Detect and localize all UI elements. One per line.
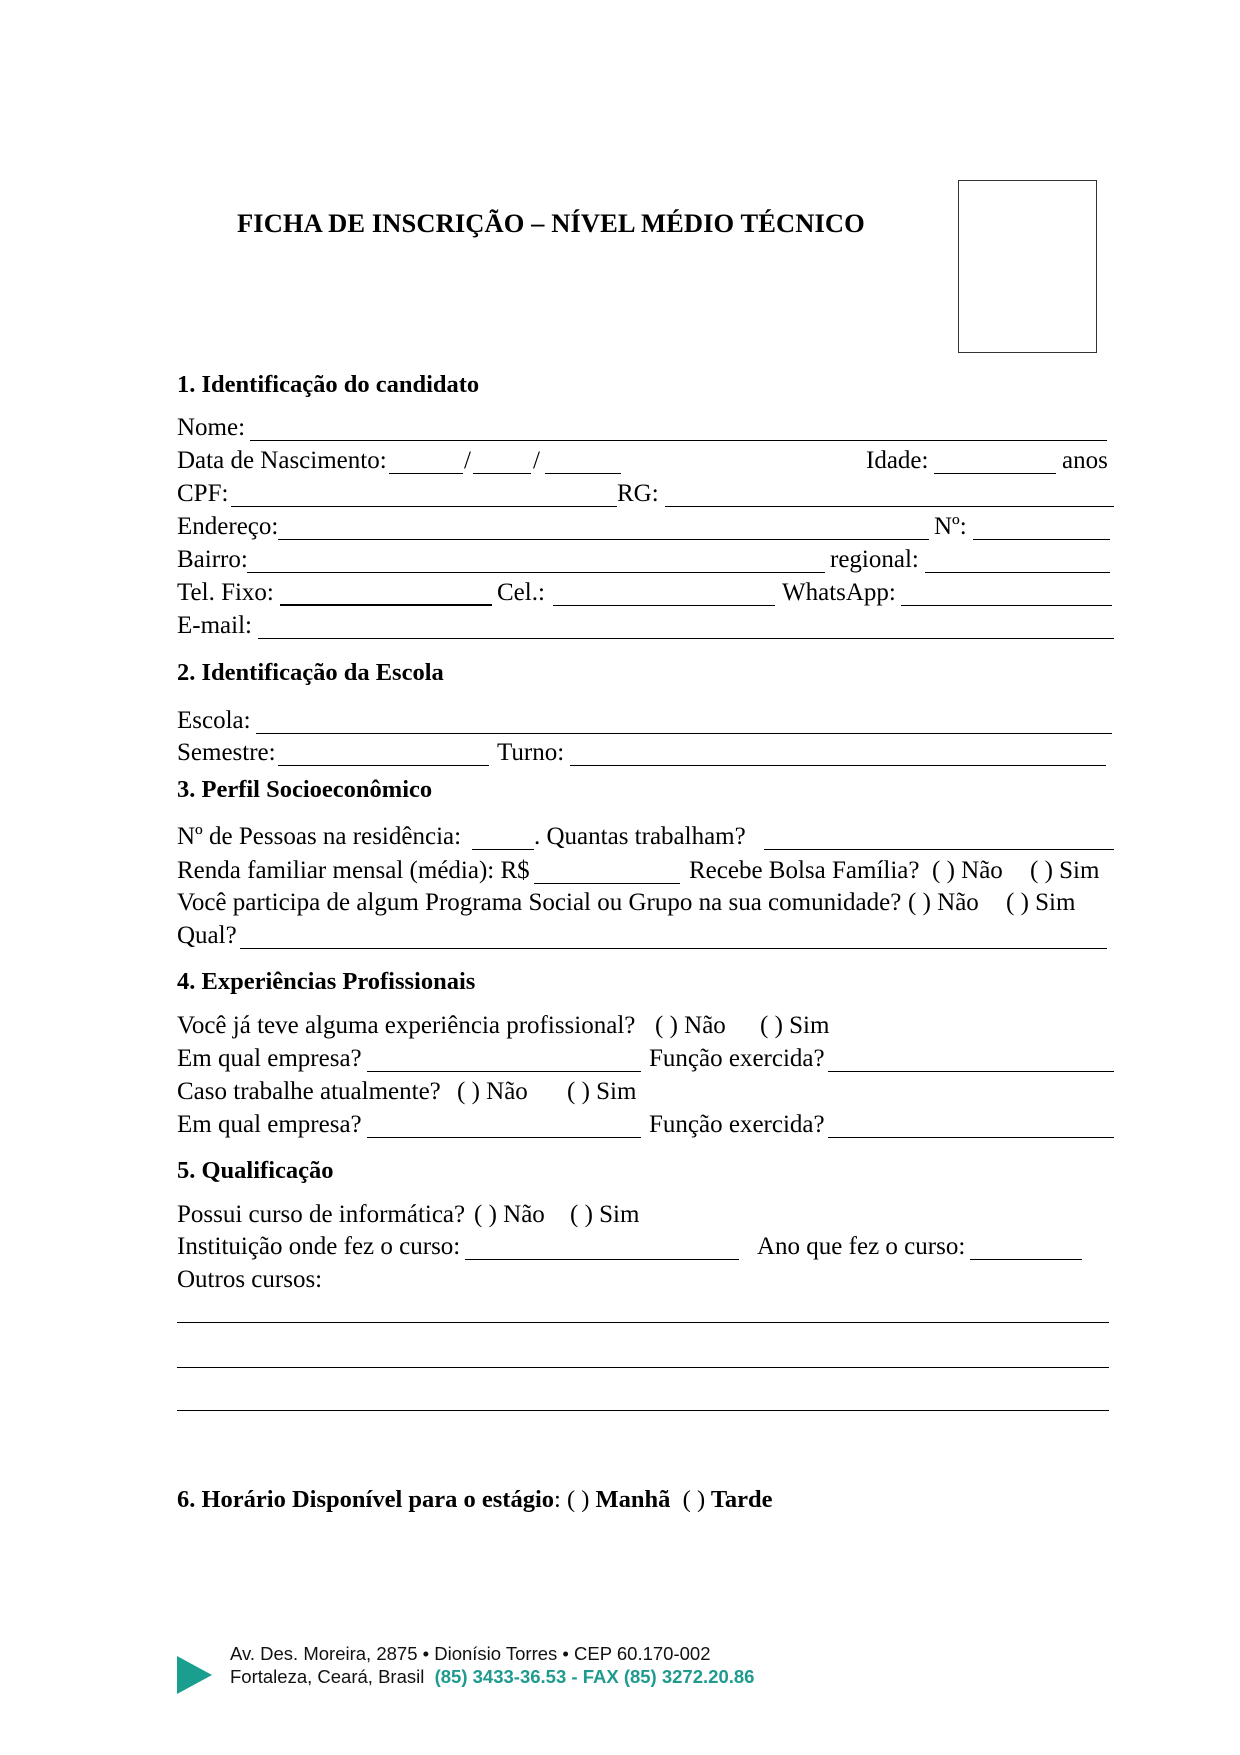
turno-label: Turno: [497,739,565,766]
photo-placeholder-box [958,180,1097,353]
informatica-row [177,1200,1122,1230]
caso-trabalhe-row [177,1077,1122,1107]
informatica-label: Possui curso de informática? [177,1201,466,1228]
quantas-label: . Quantas trabalham? [534,823,746,850]
endereco-row [177,512,1122,542]
email-row [177,611,1122,641]
bairro-label: Bairro: [177,546,248,573]
pessoas-row [177,822,1122,852]
regional-field[interactable] [925,572,1110,573]
qual-field[interactable] [240,948,1107,949]
informatica-nao-option[interactable]: ( ) Não [474,1201,545,1228]
section-5-heading: 5. Qualificação [177,1157,334,1184]
pessoas-field[interactable] [472,849,534,850]
bairro-field[interactable] [247,572,825,573]
ano-label: Ano que fez o curso: [757,1233,966,1260]
footer-phone-fax: (85) 3433-36.53 - FAX (85) 3272.20.86 [434,1666,755,1687]
rg-field[interactable] [665,506,1114,507]
instituicao-label: Instituição onde fez o curso: [177,1233,461,1260]
manha-checkbox[interactable]: ( ) [566,1486,590,1513]
experiencia-nao-option[interactable]: ( ) Não [655,1012,726,1039]
bairro-row [177,545,1122,575]
whatsapp-field[interactable] [901,605,1112,606]
section-1-heading: 1. Identificação do candidato [177,371,480,398]
numero-label: Nº: [934,513,967,540]
footer-city: Fortaleza, Ceará, Brasil [230,1666,435,1687]
birth-month-field[interactable] [473,473,531,474]
section-6-row [177,1486,773,1514]
section-2-heading: 2. Identificação da Escola [177,659,444,686]
nome-field[interactable] [250,440,1107,441]
experiencia-row [177,1011,1122,1041]
programa-row [177,888,1122,918]
escola-row [177,706,1122,736]
section-4-heading: 4. Experiências Profissionais [177,968,476,995]
regional-label: regional: [830,546,919,573]
endereco-label: Endereço: [177,513,279,540]
empresa-field-1[interactable] [367,1071,641,1072]
caso-trabalhe-label: Caso trabalhe atualmente? [177,1078,441,1105]
cel-field[interactable] [553,605,775,606]
anos-label: anos [1062,447,1108,474]
empresa-label: Em qual empresa? [177,1045,362,1072]
funcao-label: Função exercida? [649,1045,825,1072]
nome-label: Nome: [177,414,246,441]
bolsa-sim-option[interactable]: ( ) Sim [1030,857,1100,884]
section-6-colon: : [554,1486,561,1513]
pessoas-label: Nº de Pessoas na residência: [177,823,462,850]
escola-label: Escola: [177,707,251,734]
qual-row [177,921,1122,951]
rg-label: RG: [617,480,659,507]
qual-label: Qual? [177,922,237,949]
section-6-heading: 6. Horário Disponível para o estágio [177,1486,555,1513]
funcao-label: Função exercida? [649,1111,825,1138]
footer-address-line-2 [230,1665,754,1688]
funcao-field-1[interactable] [828,1071,1114,1072]
tarde-label: Tarde [710,1486,773,1513]
date-slash: / [464,447,471,474]
programa-sim-option[interactable]: ( ) Sim [1006,889,1076,916]
outros-cursos-line-1[interactable] [177,1322,1109,1323]
semestre-turno-row [177,738,1122,768]
ano-field[interactable] [970,1259,1082,1260]
semestre-label: Semestre: [177,739,276,766]
instituicao-row [177,1232,1122,1262]
turno-field[interactable] [570,765,1106,766]
experiencia-sim-option[interactable]: ( ) Sim [760,1012,830,1039]
birth-day-field[interactable] [389,473,463,474]
trabalha-sim-option[interactable]: ( ) Sim [567,1078,637,1105]
telefones-row [177,578,1122,608]
experiencia-label: Você já teve alguma experiência profissional? [177,1012,636,1039]
informatica-sim-option[interactable]: ( ) Sim [570,1201,640,1228]
bolsa-label: Recebe Bolsa Família? [689,857,920,884]
renda-label: Renda familiar mensal (média): R$ [177,857,530,884]
outros-cursos-line-3[interactable] [177,1410,1109,1411]
funcao-field-2[interactable] [828,1137,1114,1138]
tel-fixo-label: Tel. Fixo: [177,579,274,606]
footer-address [230,1642,754,1688]
email-field[interactable] [258,638,1114,639]
empresa-row-2 [177,1110,1122,1140]
birth-year-field[interactable] [545,473,621,474]
footer-address-line-1: Av. Des. Moreira, 2875 • Dionísio Torres • CEP 60.170-002 [230,1643,711,1664]
trabalha-nao-option[interactable]: ( ) Não [457,1078,528,1105]
programa-label: Você participa de algum Programa Social ou Grupo na sua comunidade? [177,889,902,916]
cpf-rg-row [177,479,1122,509]
cpf-field[interactable] [231,506,617,507]
quantas-field[interactable] [764,849,1114,850]
empresa-field-2[interactable] [367,1137,641,1138]
escola-field[interactable] [256,733,1112,734]
programa-nao-option[interactable]: ( ) Não [908,889,979,916]
data-nascimento-label: Data de Nascimento: [177,447,387,474]
section-3-heading: 3. Perfil Socioeconômico [177,776,433,803]
cel-label: Cel.: [497,579,545,606]
outros-cursos-row [177,1265,1122,1295]
renda-row [177,856,1122,886]
date-slash: / [533,447,540,474]
outros-cursos-line-2[interactable] [177,1367,1109,1368]
semestre-field[interactable] [278,765,489,766]
tel-fixo-field[interactable] [280,604,492,606]
numero-field[interactable] [973,539,1110,540]
data-nascimento-row [177,446,1122,476]
nome-row [177,413,1117,443]
whatsapp-label: WhatsApp: [782,579,896,606]
form-title: FICHA DE INSCRIÇÃO – NÍVEL MÉDIO TÉCNICO [237,208,865,238]
empresa-label: Em qual empresa? [177,1111,362,1138]
idade-label: Idade: [866,447,929,474]
cpf-label: CPF: [177,480,229,507]
outros-cursos-label: Outros cursos: [177,1266,323,1293]
renda-field[interactable] [534,883,680,884]
bolsa-nao-option[interactable]: ( ) Não [932,857,1003,884]
endereco-field[interactable] [278,539,929,540]
empresa-row-1 [177,1044,1122,1074]
idade-field[interactable] [934,473,1056,474]
instituicao-field[interactable] [465,1259,739,1260]
email-label: E-mail: [177,612,252,639]
manha-label: Manhã [595,1486,671,1513]
triangle-play-icon [177,1656,212,1694]
tarde-checkbox[interactable]: ( ) [682,1486,706,1513]
